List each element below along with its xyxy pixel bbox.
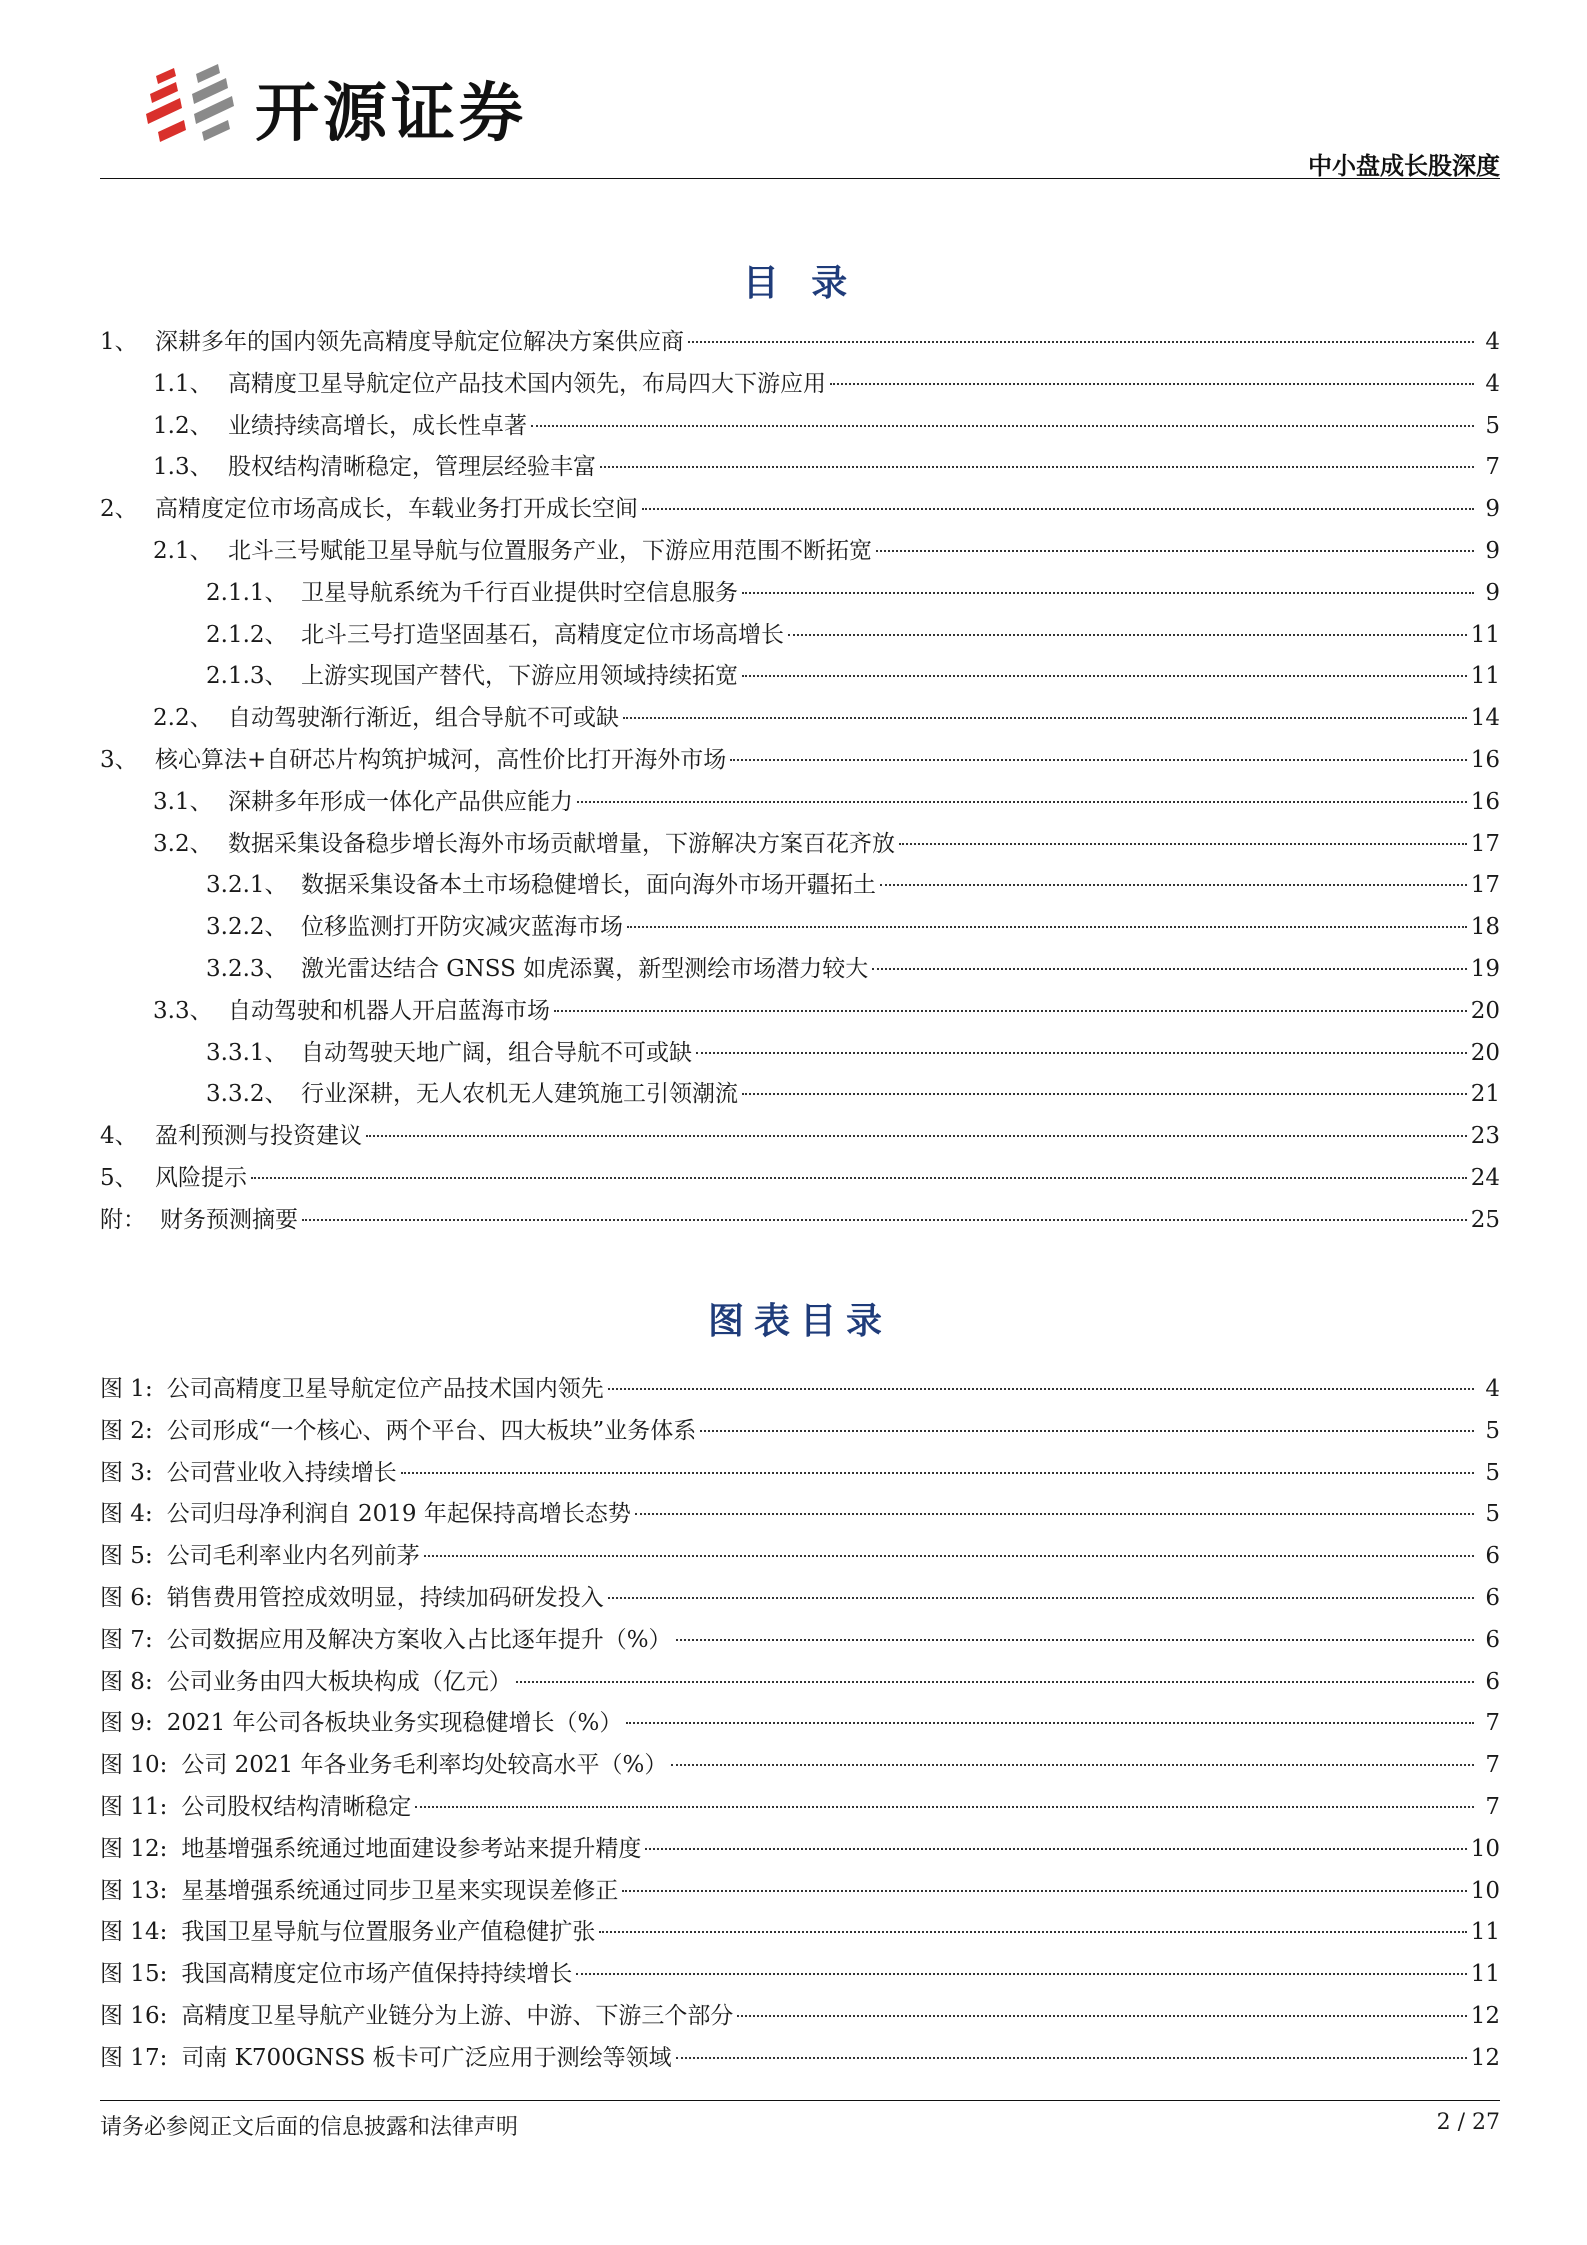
toc-entry[interactable] <box>100 1200 1500 1242</box>
page-ref: 21 <box>1470 1081 1500 1108</box>
toc-entry[interactable] <box>100 322 1500 364</box>
figure-caption: 2021 年公司各板块业务实现稳健增长（%） <box>166 1710 623 1737</box>
figure-caption: 公司归母净利润自 2019 年起保持高增长态势 <box>166 1501 631 1528</box>
dot-leader <box>577 801 1467 803</box>
toc-number: 2.2、 <box>153 705 213 732</box>
toc-entry[interactable] <box>100 907 1500 949</box>
toc-entry[interactable] <box>100 865 1500 907</box>
figure-entry[interactable] <box>100 2038 1500 2080</box>
figure-caption: 地基增强系统通过地面建设参考站来提升精度 <box>181 1835 642 1862</box>
toc-entry[interactable] <box>100 615 1500 657</box>
dot-leader <box>302 1219 1467 1221</box>
figure-caption: 高精度卫星导航产业链分为上游、中游、下游三个部分 <box>181 2002 734 2029</box>
dot-leader <box>608 1388 1474 1390</box>
toc-heading: 位移监测打开防灾减灾蓝海市场 <box>301 914 623 941</box>
toc-entry[interactable] <box>100 1033 1500 1075</box>
figures-list <box>100 1369 1500 2080</box>
dot-leader <box>623 717 1467 719</box>
figure-number: 图 13: <box>100 1877 168 1904</box>
toc-number: 4、 <box>100 1123 138 1150</box>
footer-disclaimer: 请务必参阅正文后面的信息披露和法律声明 <box>100 2115 519 2140</box>
toc-number: 2、 <box>100 496 138 523</box>
toc-number: 3、 <box>100 746 138 773</box>
page-ref: 17 <box>1470 872 1500 899</box>
toc-heading: 高精度定位市场高成长，车载业务打开成长空间 <box>155 496 638 523</box>
dot-leader <box>899 843 1467 845</box>
page-footer <box>100 2100 1500 2140</box>
toc-number: 2.1.3、 <box>206 663 288 690</box>
page-ref: 14 <box>1470 705 1500 732</box>
page-ref: 17 <box>1470 830 1500 857</box>
figure-entry[interactable] <box>100 1829 1500 1871</box>
figure-entry[interactable] <box>100 1996 1500 2038</box>
dot-leader <box>742 592 1474 594</box>
toc-entry[interactable] <box>100 489 1500 531</box>
toc-number: 3.1、 <box>153 788 213 815</box>
figure-number: 图 9: <box>100 1710 153 1737</box>
dot-leader <box>688 341 1474 343</box>
figure-number: 图 3: <box>100 1459 153 1486</box>
toc-number: 3.3.2、 <box>206 1081 288 1108</box>
toc-number: 3.3、 <box>153 997 213 1024</box>
dot-leader <box>554 1010 1467 1012</box>
dot-leader <box>671 1764 1474 1766</box>
page-ref: 7 <box>1485 1710 1500 1737</box>
toc-entry[interactable] <box>100 740 1500 782</box>
page-ref: 11 <box>1470 1919 1500 1946</box>
toc-number: 1.2、 <box>153 412 213 439</box>
toc-heading: 风险提示 <box>155 1164 247 1191</box>
toc-entry[interactable] <box>100 364 1500 406</box>
page-ref: 7 <box>1485 1793 1500 1820</box>
toc-number: 2.1.1、 <box>206 579 288 606</box>
toc-heading: 盈利预测与投资建议 <box>155 1123 362 1150</box>
dot-leader <box>424 1555 1474 1557</box>
toc-heading: 数据采集设备本土市场稳健增长，面向海外市场开疆拓土 <box>301 872 876 899</box>
dot-leader <box>415 1806 1474 1808</box>
figure-number: 图 15: <box>100 1961 168 1988</box>
toc-entry[interactable] <box>100 824 1500 866</box>
page-ref: 4 <box>1485 370 1500 397</box>
page-ref: 11 <box>1470 663 1500 690</box>
page-ref: 6 <box>1485 1626 1500 1653</box>
toc-heading: 行业深耕，无人农机无人建筑施工引领潮流 <box>301 1081 738 1108</box>
figure-entry[interactable] <box>100 1620 1500 1662</box>
dot-leader <box>531 425 1474 427</box>
toc-heading: 自动驾驶和机器人开启蓝海市场 <box>228 997 550 1024</box>
figure-caption: 公司业务由四大板块构成（亿元） <box>166 1668 512 1695</box>
page-ref: 5 <box>1485 1417 1500 1444</box>
page-ref: 23 <box>1470 1123 1500 1150</box>
figure-entry[interactable] <box>100 1954 1500 1996</box>
page-ref: 10 <box>1470 1877 1500 1904</box>
page-ref: 7 <box>1485 454 1500 481</box>
figure-number: 图 12: <box>100 1835 168 1862</box>
toc-heading: 业绩持续高增长，成长性卓著 <box>228 412 527 439</box>
toc-number: 1.3、 <box>153 454 213 481</box>
figure-caption: 公司 2021 年各业务毛利率均处较高水平（%） <box>181 1752 668 1779</box>
figure-entry[interactable] <box>100 1703 1500 1745</box>
toc-number: 1.1、 <box>153 370 213 397</box>
page-ref: 9 <box>1485 537 1500 564</box>
toc-heading: 数据采集设备稳步增长海外市场贡献增量，下游解决方案百花齐放 <box>228 830 895 857</box>
page-ref: 19 <box>1470 955 1500 982</box>
dot-leader <box>600 466 1474 468</box>
dot-leader <box>700 1430 1474 1432</box>
footer-divider <box>100 2100 1500 2101</box>
toc-number: 3.2.2、 <box>206 914 288 941</box>
dot-leader <box>645 1848 1466 1850</box>
figure-entry[interactable] <box>100 1494 1500 1536</box>
dot-leader <box>401 1472 1474 1474</box>
table-of-contents <box>100 322 1500 1242</box>
figures-title: 图表目录 <box>707 1301 892 1342</box>
document-type: 中小盘成长股深度 <box>1308 152 1500 180</box>
figure-entry[interactable] <box>100 1787 1500 1829</box>
page-ref: 4 <box>1485 1376 1500 1402</box>
kaiyuan-logo-icon <box>136 54 266 146</box>
figure-caption: 我国卫星导航与位置服务业产值稳健扩张 <box>181 1919 596 1946</box>
toc-heading: 上游实现国产替代，下游应用领域持续拓宽 <box>301 663 738 690</box>
figure-caption: 公司股权结构清晰稳定 <box>181 1793 412 1820</box>
toc-heading: 深耕多年的国内领先高精度导航定位解决方案供应商 <box>155 329 684 355</box>
dot-leader <box>251 1177 1467 1179</box>
page-ref: 10 <box>1470 1835 1500 1862</box>
dot-leader <box>366 1135 1467 1137</box>
toc-heading: 自动驾驶渐行渐近，组合导航不可或缺 <box>228 705 619 732</box>
toc-entry[interactable] <box>100 1074 1500 1116</box>
page-ref: 11 <box>1470 1961 1500 1988</box>
figure-entry[interactable] <box>100 1871 1500 1913</box>
dot-leader <box>516 1681 1474 1683</box>
dot-leader <box>742 675 1467 677</box>
figure-number: 图 2: <box>100 1417 153 1444</box>
page-ref: 18 <box>1470 914 1500 941</box>
toc-number: 3.2.1、 <box>206 872 288 899</box>
figure-caption: 公司形成“一个核心、两个平台、四大板块”业务体系 <box>166 1417 697 1444</box>
dot-leader <box>788 634 1467 636</box>
figure-caption: 公司营业收入持续增长 <box>166 1459 397 1486</box>
page-ref: 24 <box>1470 1164 1500 1191</box>
page-ref: 6 <box>1485 1543 1500 1570</box>
toc-number: 5、 <box>100 1164 138 1191</box>
figure-caption: 公司高精度卫星导航定位产品技术国内领先 <box>166 1376 604 1402</box>
page-ref: 5 <box>1485 1459 1500 1486</box>
page-ref: 9 <box>1485 579 1500 606</box>
page-header <box>100 54 1500 179</box>
figure-entry[interactable] <box>100 1536 1500 1578</box>
toc-number: 3.2.3、 <box>206 955 288 982</box>
toc-entry[interactable] <box>100 991 1500 1033</box>
figure-number: 图 1: <box>100 1376 153 1402</box>
figure-entry[interactable] <box>100 1912 1500 1954</box>
figure-number: 图 6: <box>100 1584 153 1611</box>
dot-leader <box>730 759 1466 761</box>
figure-number: 图 5: <box>100 1543 153 1570</box>
page-ref: 7 <box>1485 1752 1500 1779</box>
figure-caption: 星基增强系统通过同步卫星来实现误差修正 <box>181 1877 619 1904</box>
figure-entry[interactable] <box>100 1411 1500 1453</box>
figure-number: 图 10: <box>100 1752 168 1779</box>
figure-number: 图 4: <box>100 1501 153 1528</box>
toc-entry[interactable] <box>100 949 1500 991</box>
dot-leader <box>627 926 1467 928</box>
dot-leader <box>608 1597 1474 1599</box>
figure-caption: 我国高精度定位市场产值保持持续增长 <box>181 1961 573 1988</box>
toc-entry[interactable] <box>100 1116 1500 1158</box>
page-ref: 20 <box>1470 1039 1500 1066</box>
toc-number: 3.3.1、 <box>206 1039 288 1066</box>
page-ref: 12 <box>1470 2044 1500 2071</box>
figure-entry[interactable] <box>100 1745 1500 1787</box>
toc-entry[interactable] <box>100 447 1500 489</box>
figure-entry[interactable] <box>100 1369 1500 1411</box>
figure-number: 图 17: <box>100 2044 168 2071</box>
dot-leader <box>876 550 1474 552</box>
toc-heading: 股权结构清晰稳定，管理层经验丰富 <box>228 454 596 481</box>
page-ref: 16 <box>1470 788 1500 815</box>
page-ref: 5 <box>1485 412 1500 439</box>
toc-number: 3.2、 <box>153 830 213 857</box>
toc-heading: 北斗三号赋能卫星导航与位置服务产业，下游应用范围不断拓宽 <box>228 537 872 564</box>
toc-entry[interactable] <box>100 531 1500 573</box>
figure-number: 图 16: <box>100 2002 168 2029</box>
toc-entry[interactable] <box>100 656 1500 698</box>
figure-caption: 销售费用管控成效明显，持续加码研发投入 <box>166 1584 604 1611</box>
toc-heading: 财务预测摘要 <box>160 1206 298 1233</box>
dot-leader <box>676 2057 1467 2059</box>
dot-leader <box>830 383 1474 385</box>
toc-entry[interactable] <box>100 1158 1500 1200</box>
toc-number: 2.1、 <box>153 537 213 564</box>
dot-leader <box>635 1513 1474 1515</box>
figure-entry[interactable] <box>100 1662 1500 1704</box>
toc-heading: 激光雷达结合 GNSS 如虎添翼，新型测绘市场潜力较大 <box>301 955 869 982</box>
toc-entry[interactable] <box>100 406 1500 448</box>
figure-caption: 公司数据应用及解决方案收入占比逐年提升（%） <box>166 1626 672 1653</box>
dot-leader <box>642 508 1474 510</box>
toc-heading: 卫星导航系统为千行百业提供时空信息服务 <box>301 579 738 606</box>
page-ref: 9 <box>1485 496 1500 523</box>
brand-name: 开源证券 <box>255 77 527 151</box>
dot-leader <box>676 1639 1474 1641</box>
dot-leader <box>696 1052 1467 1054</box>
header-divider <box>100 178 1500 179</box>
toc-number: 1、 <box>100 329 138 355</box>
dot-leader <box>872 968 1466 970</box>
dot-leader <box>880 884 1467 886</box>
page-ref: 25 <box>1470 1206 1500 1233</box>
figure-number: 图 7: <box>100 1626 153 1653</box>
page-ref: 4 <box>1485 329 1500 355</box>
toc-heading: 自动驾驶天地广阔，组合导航不可或缺 <box>301 1039 692 1066</box>
toc-entry[interactable] <box>100 573 1500 615</box>
page-ref: 6 <box>1485 1584 1500 1611</box>
toc-number: 2.1.2、 <box>206 621 288 648</box>
figure-caption: 司南 K700GNSS 板卡可广泛应用于测绘等领域 <box>181 2044 672 2071</box>
figure-entry[interactable] <box>100 1453 1500 1495</box>
toc-title: 目 录 <box>742 263 858 304</box>
page-ref: 20 <box>1470 997 1500 1024</box>
page-ref: 5 <box>1485 1501 1500 1528</box>
toc-heading: 高精度卫星导航定位产品技术国内领先，布局四大下游应用 <box>228 370 826 397</box>
toc-heading: 核心算法+自研芯片构筑护城河，高性价比打开海外市场 <box>155 746 727 773</box>
page-ref: 16 <box>1470 746 1500 773</box>
figure-number: 图 11: <box>100 1793 168 1820</box>
figure-entry[interactable] <box>100 1578 1500 1620</box>
toc-entry[interactable] <box>100 698 1500 740</box>
dot-leader <box>576 1973 1466 1975</box>
page-ref: 11 <box>1470 621 1500 648</box>
figure-number: 图 8: <box>100 1668 153 1695</box>
page-ref: 6 <box>1485 1668 1500 1695</box>
dot-leader <box>622 1890 1466 1892</box>
figure-number: 图 14: <box>100 1919 168 1946</box>
toc-heading: 深耕多年形成一体化产品供应能力 <box>228 788 573 815</box>
page-number: 2 / 27 <box>1436 2110 1500 2135</box>
dot-leader <box>626 1722 1474 1724</box>
page-ref: 12 <box>1470 2002 1500 2029</box>
dot-leader <box>742 1093 1467 1095</box>
toc-heading: 北斗三号打造坚固基石，高精度定位市场高增长 <box>301 621 784 648</box>
toc-entry[interactable] <box>100 782 1500 824</box>
toc-number: 附： <box>100 1206 146 1233</box>
dot-leader <box>737 2015 1466 2017</box>
dot-leader <box>599 1931 1466 1933</box>
figure-caption: 公司毛利率业内名列前茅 <box>166 1543 420 1570</box>
